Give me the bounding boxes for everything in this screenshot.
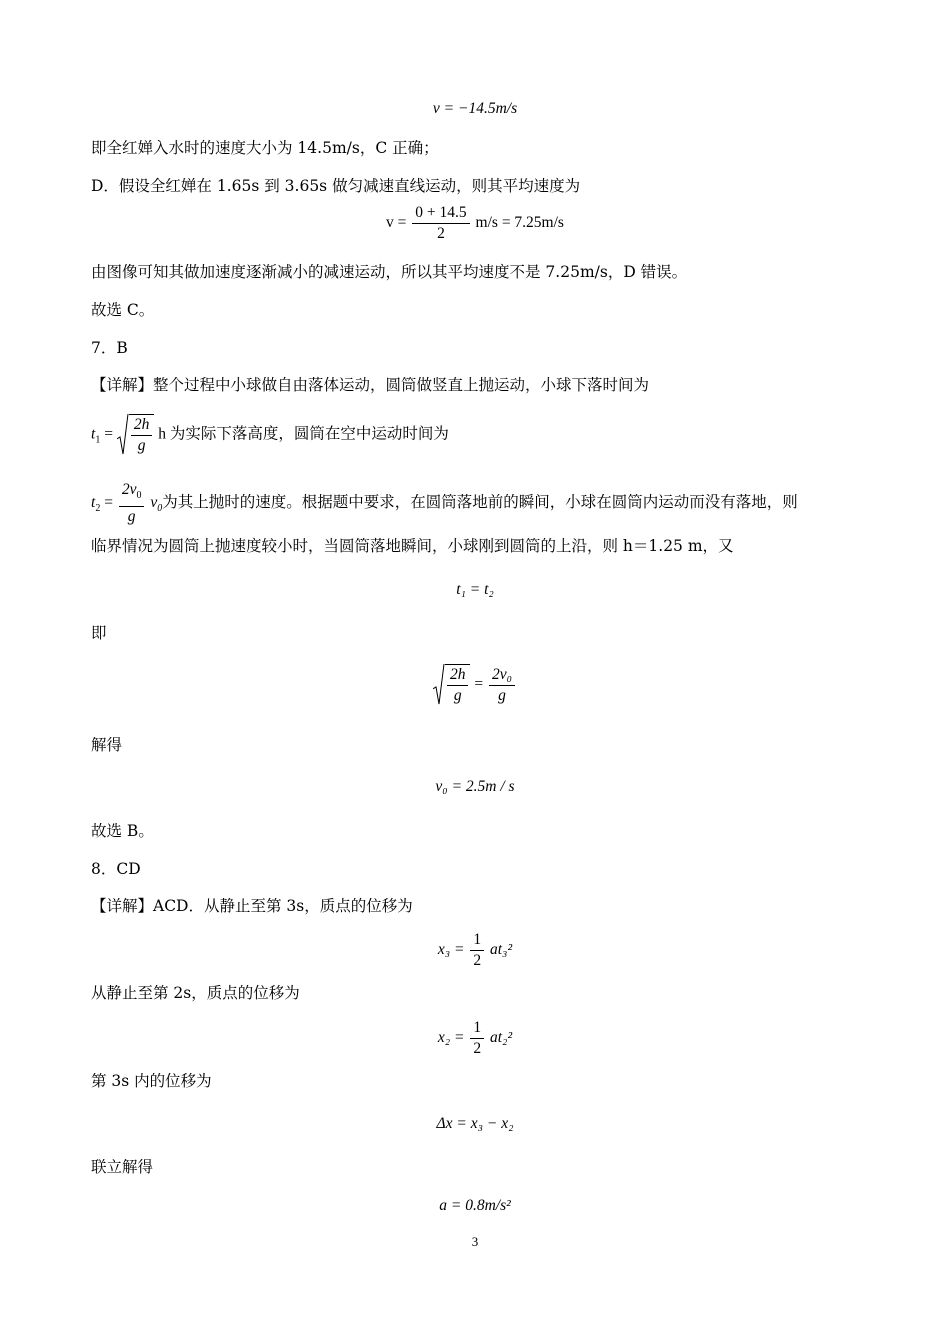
question-7-answer: 7．B — [91, 339, 128, 357]
square-root: $\frac{2h}{g}$ — [117, 414, 155, 456]
page-number: 3 — [471, 1234, 479, 1249]
text-line: 从静止至第 2s，质点的位移为 — [91, 984, 300, 1002]
text-line: 即 — [91, 624, 107, 642]
text-line: 第 3s 内的位移为 — [91, 1072, 212, 1090]
equation-t1: $t_1$ = $\frac{2h}{g}$ h 为实际下落高度，圆筒在空中运动时间为 — [91, 416, 449, 454]
text-line: 由图像可知其做加速度逐渐减小的减速运动，所以其平均速度不是 7.25m/s，D 错误。 — [91, 263, 688, 281]
question-8-detail: 【详解】ACD．从静止至第 3s，质点的位移为 — [91, 897, 413, 915]
text-line: 故选 C。 — [91, 301, 155, 319]
square-root: $\frac{2h}{g}$ — [433, 664, 471, 706]
fraction: $\frac{2v_0}{g}$ — [119, 480, 145, 527]
radical-sign-icon — [117, 414, 129, 456]
equation-average-velocity: v = $\frac{0 + 14.5}{2}$ m/s = 7.25m/s — [386, 204, 564, 242]
equation-v0: v₀ = 2.5m / s — [435, 778, 515, 795]
equation-t2: $t_2$ = $\frac{2v_0}{g}$ $v_0$为其上抛时的速度。根据题中要求，在圆筒落地前的瞬间，小球在圆筒内运动而没有落地，则 — [91, 481, 798, 526]
radical-sign-icon — [433, 664, 445, 706]
fraction: $\frac{1}{2}$ — [470, 930, 484, 971]
equation-t1-t2: t₁ = t₂ — [456, 581, 494, 598]
equation-sqrt: $\frac{2h}{g}$ = $\frac{\text{2v₀}}{g}$ — [0, 664, 950, 706]
fraction: $\frac{\text{2v₀}}{g}$ — [489, 665, 515, 706]
question-7-detail: 【详解】整个过程中小球做自由落体运动，圆筒做竖直上抛运动，小球下落时间为 — [91, 376, 650, 394]
question-8-answer: 8．CD — [91, 860, 141, 878]
equation-x2: x₂ = $\frac{1}{2}$ at₂² — [437, 1019, 513, 1057]
text-line: 故选 B。 — [91, 822, 154, 840]
text-line: 临界情况为圆筒上抛速度较小时，当圆筒落地瞬间，小球刚到圆筒的上沿，则 h＝1.25 m，又 — [91, 537, 734, 555]
equation-v: v = −14.5m/s — [432, 100, 518, 117]
fraction: $\frac{1}{2}$ — [470, 1018, 484, 1059]
equation-a: a = 0.8m/s² — [439, 1197, 511, 1214]
equation-x3: x₃ = $\frac{1}{2}$ at₃² — [437, 931, 513, 969]
fraction: $\frac{0 + 14.5}{2}$ — [412, 203, 469, 244]
text-line: 即全红婵入水时的速度大小为 14.5m/s，C 正确； — [91, 139, 439, 157]
text-line: D．假设全红婵在 1.65s 到 3.65s 做匀减速直线运动，则其平均速度为 — [91, 177, 581, 195]
equation-delta-x: Δx = x₃ − x₂ — [436, 1115, 514, 1132]
text-line: 联立解得 — [91, 1158, 154, 1176]
text-line: 解得 — [91, 736, 123, 754]
